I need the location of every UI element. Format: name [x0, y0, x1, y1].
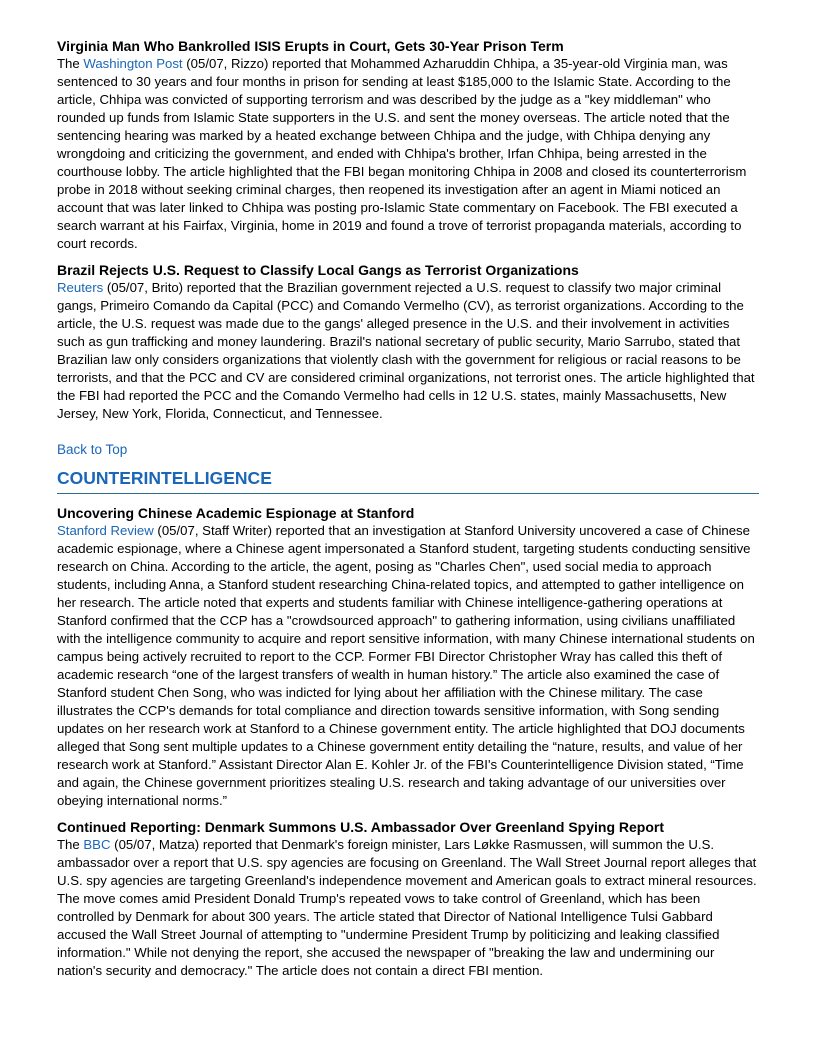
article-text: (05/07, Staff Writer) reported that an investigation at Stanford University uncovered a case of Chinese academic espionage, where a Chinese agent impersonated a Stanford student, targeting students conducting sensitive research on China. According to the article, the agent, posing as "Charles Chen", used social media to approach students, including Anna, a Stanford student researching China-related topics, and attempted to gather intelligence on her research. The article noted that experts and students familiar with Chinese intelligence-gathering operations at Stanford confirmed that the CCP has a "crowdsourced approach" to gathering information, using civilians unaffiliated with the intelligence community to acquire and report sensitive information, with many Chinese international students on campus being actively recruited to report to the CCP. Former FBI Director Christopher Wray has called this theft of academic research “one of the largest transfers of wealth in human history.” The article also examined the case of Stanford student Chen Song, who was indicted for lying about her affiliation with the Chinese military. The case illustrates the CCP's demands for total compliance and direction towards sensitive information, with Song sending updates on her research work at Stanford to a Chinese government entity. The article highlighted that DOJ documents alleged that Song sent multiple updates to a Chinese government entity detailing the “nature, results, and value of her research work at Stanford.” Assistant Director Alan E. Kohler Jr. of the FBI's Counterintelligence Division stated, “Time and again, the Chinese government prioritizes stealing U.S. research and taking advantage of our universities over obeying international norms.”: [57, 523, 755, 808]
article-isis-sentencing: [57, 37, 759, 253]
back-to-top-link[interactable]: Back to Top: [57, 442, 128, 457]
source-link-stanford-review[interactable]: Stanford Review: [57, 523, 154, 538]
article-body: [57, 522, 759, 810]
source-link-bbc[interactable]: BBC: [83, 837, 111, 852]
article-body: [57, 55, 759, 253]
article-title: Virginia Man Who Bankrolled ISIS Erupts in Court, Gets 30-Year Prison Term: [57, 38, 564, 54]
section-heading-counterintelligence: COUNTERINTELLIGENCE: [57, 467, 759, 494]
source-link-reuters[interactable]: Reuters: [57, 280, 104, 295]
article-body: [57, 279, 759, 423]
article-text: (05/07, Rizzo) reported that Mohammed Azharuddin Chhipa, a 35-year-old Virginia man, was sentenced to 30 years and four months in prison for sending at least $185,000 to the Islamic State. According to the article, Chhipa was convicted of supporting terrorism and was described by the judge as a "key middleman" who rounded up funds from Islamic State supporters in the U.S. and sent the money overseas. The article noted that the sentencing hearing was marked by a heated exchange between Chhipa and the judge, with Chhipa denying any wrongdoing and criticizing the government, and ended with Chhipa's brother, Irfan Chhipa, being arrested in the courthouse lobby. The article highlighted that the FBI began monitoring Chhipa in 2008 and closed its counterterrorism probe in 2018 without seeking criminal charges, then reopened its investigation after an agent in Miami noticed an account that was later linked to Chhipa was posting pro-Islamic State commentary on Facebook. The FBI executed a search warrant at his Fairfax, Virginia, home in 2019 and found a trove of terrorist propaganda materials, according to court records.: [57, 56, 747, 251]
back-to-top-wrapper: [57, 441, 759, 459]
article-text: (05/07, Matza) reported that Denmark's foreign minister, Lars Løkke Rasmussen, will summon the U.S. ambassador over a report that U.S. spy agencies are focusing on Greenland. The Wall Street Journal report alleges that U.S. spy agencies are targeting Greenland's independence movement and American goals to extract mineral resources. The move comes amid President Donald Trump's repeated vows to take control of Greenland, which has been controlled by Denmark for about 300 years. The article stated that Director of National Intelligence Tulsi Gabbard accused the Wall Street Journal of attempting to "undermine President Trump by politicizing and leaking classified information." While not denying the report, she accused the newspaper of "breaking the law and undermining our nation's security and democracy." The article does not contain a direct FBI mention.: [57, 837, 757, 978]
article-body: [57, 836, 759, 980]
article-denmark-greenland: [57, 818, 759, 980]
article-prefix: The: [57, 837, 84, 852]
article-prefix: The: [57, 56, 84, 71]
article-title: Continued Reporting: Denmark Summons U.S. Ambassador Over Greenland Spying Report: [57, 819, 665, 835]
article-text: (05/07, Brito) reported that the Brazilian government rejected a U.S. request to classify two major criminal gangs, Primeiro Comando da Capital (PCC) and Comando Vermelho (CV), as terrorist organizations. According to the article, the U.S. request was made due to the gangs' alleged presence in the U.S. and their involvement in activities such as gun trafficking and money laundering. Brazil's national secretary of public security, Mario Sarrubo, stated that Brazilian law only considers organizations that violently clash with the government for religious or racial reasons to be terrorists, and that the PCC and CV are considered criminal organizations, not terrorist ones. The article highlighted that the FBI had reported the PCC and the Comando Vermelho had cells in 12 U.S. states, mainly Massachusetts, New Jersey, New York, Florida, Connecticut, and Tennessee.: [57, 280, 755, 421]
article-brazil-gangs: [57, 261, 759, 423]
source-link-washington-post[interactable]: Washington Post: [83, 56, 183, 71]
article-title: Uncovering Chinese Academic Espionage at Stanford: [57, 505, 415, 521]
article-stanford-espionage: [57, 504, 759, 810]
article-title: Brazil Rejects U.S. Request to Classify Local Gangs as Terrorist Organizations: [57, 262, 579, 278]
